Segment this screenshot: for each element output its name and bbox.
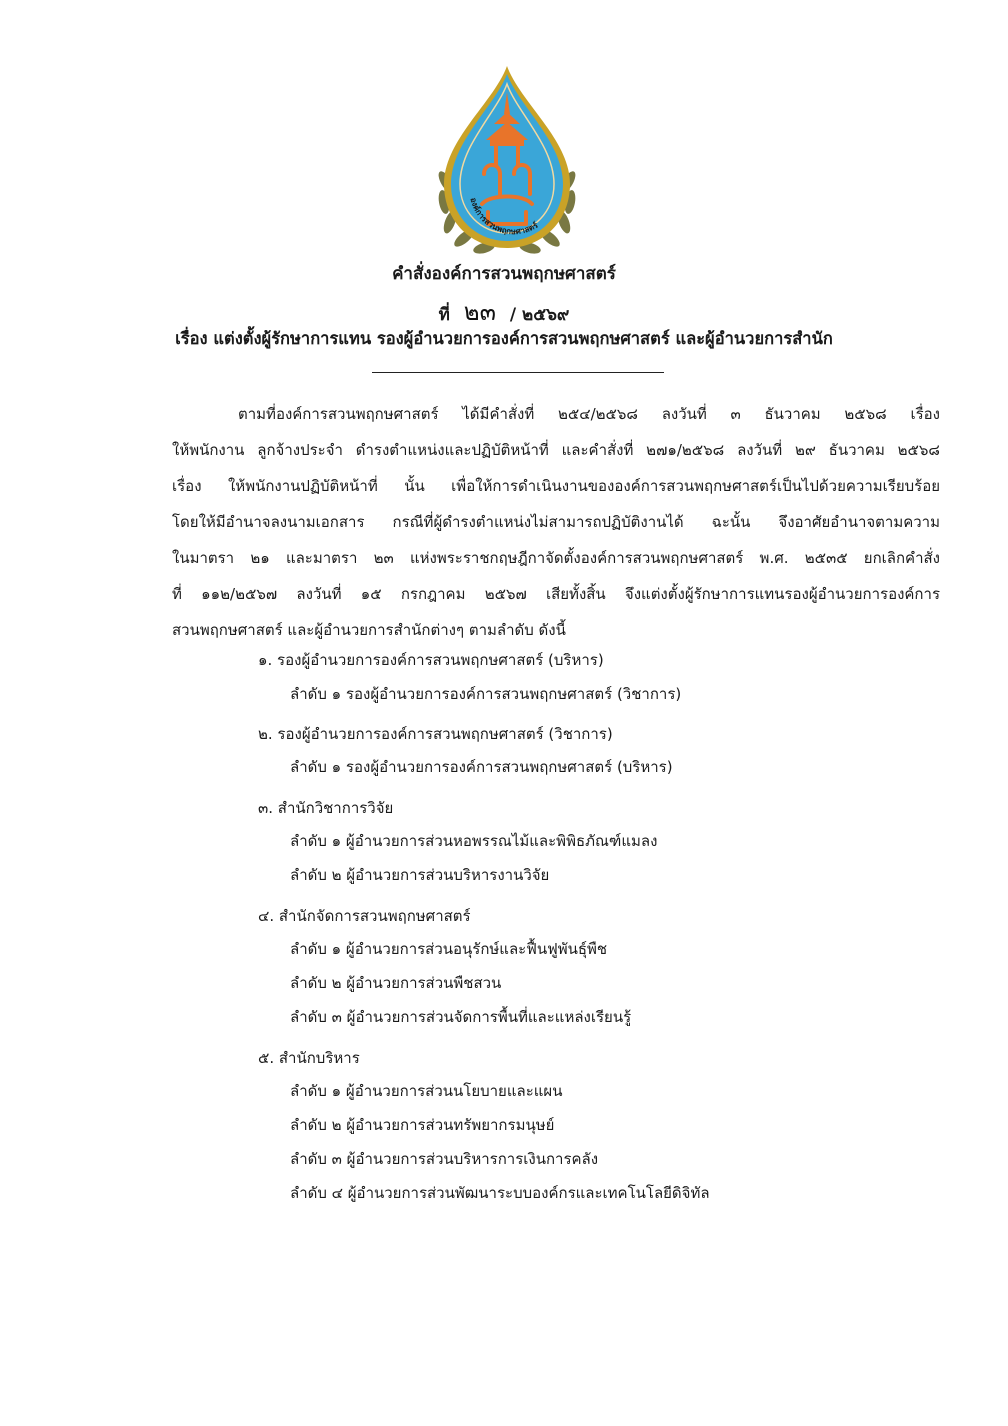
paragraph-line: ที่ ๑๑๒/๒๕๖๗ ลงวันที่ ๑๕ กรกฎาคม ๒๕๖๗ เสียทั้งสิ้น จึงแต่งตั้งผู้รักษาการแทนรองผู้อำนวยการองค์การ: [172, 585, 940, 603]
acting-order-item: ลำดับ ๓ ผู้อำนวยการส่วนจัดการพื้นที่และแหล่งเรียนรู้: [290, 1008, 632, 1026]
acting-order-item: ลำดับ ๑ ผู้อำนวยการส่วนนโยบายและแผน: [290, 1082, 563, 1100]
order-number-handwritten: ๒๓: [463, 298, 496, 326]
organization-emblem-icon: [432, 62, 582, 257]
section-title: ๔. สำนักจัดการสวนพฤกษศาสตร์: [258, 907, 471, 925]
acting-order-item: ลำดับ ๒ ผู้อำนวยการส่วนทรัพยากรมนุษย์: [290, 1116, 555, 1134]
section-title: ๓. สำนักวิชาการวิจัย: [258, 799, 394, 817]
section-title: ๑. รองผู้อำนวยการองค์การสวนพฤกษศาสตร์ (บริหาร): [258, 651, 604, 669]
paragraph-line: ในมาตรา ๒๑ และมาตรา ๒๓ แห่งพระราชกฤษฎีกาจัดตั้งองค์การสวนพฤกษศาสตร์ พ.ศ. ๒๕๓๕ ยกเลิกคำสั่ง: [172, 549, 940, 567]
paragraph-line: ตามที่องค์การสวนพฤกษศาสตร์ ได้มีคำสั่งที่ ๒๕๔/๒๕๖๘ ลงวันที่ ๓ ธันวาคม ๒๕๖๘ เรื่อง: [238, 405, 940, 423]
emblem-ring-text: องค์การสวนพฤกษศาสตร์: [468, 196, 540, 237]
acting-order-item: ลำดับ ๑ รองผู้อำนวยการองค์การสวนพฤกษศาสตร์ (วิชาการ): [290, 685, 682, 703]
paragraph-line: สวนพฤกษศาสตร์ และผู้อำนวยการสำนักต่างๆ ตามลำดับ ดังนี้: [172, 621, 566, 639]
section-title: ๕. สำนักบริหาร: [258, 1049, 360, 1067]
section-title: ๒. รองผู้อำนวยการองค์การสวนพฤกษศาสตร์ (วิชาการ): [258, 725, 613, 743]
acting-order-item: ลำดับ ๒ ผู้อำนวยการส่วนพืชสวน: [290, 974, 502, 992]
paragraph-line: ให้พนักงาน ลูกจ้างประจำ ดำรงตำแหน่งและปฏิบัติหน้าที่ และคำสั่งที่ ๒๗๑/๒๕๖๘ ลงวันที่ ๒๙ ธันวาคม ๒๕๖๘: [172, 441, 940, 459]
order-subject: เรื่อง แต่งตั้งผู้รักษาการแทน รองผู้อำนวยการองค์การสวนพฤกษศาสตร์ และผู้อำนวยการสำนัก: [175, 329, 833, 348]
paragraph-line: โดยให้มีอำนาจลงนามเอกสาร กรณีที่ผู้ดำรงตำแหน่งไม่สามารถปฏิบัติงานได้ ฉะนั้น จึงอาศัยอำนาจตามความ: [172, 513, 940, 531]
order-title: คำสั่งองค์การสวนพฤกษศาสตร์: [392, 264, 616, 284]
order-number-year: / ๒๕๖๙: [509, 305, 570, 325]
acting-order-item: ลำดับ ๓ ผู้อำนวยการส่วนบริหารการเงินการคลัง: [290, 1150, 599, 1168]
paragraph-line: เรื่อง ให้พนักงานปฏิบัติหน้าที่ นั้น เพื่อให้การดำเนินงานขององค์การสวนพฤกษศาสตร์เป็นไปด้วยความเรียบร้อย: [172, 477, 940, 495]
acting-order-item: ลำดับ ๑ ผู้อำนวยการส่วนอนุรักษ์และฟื้นฟูพันธุ์พืช: [290, 940, 608, 958]
acting-order-item: ลำดับ ๑ ผู้อำนวยการส่วนหอพรรณไม้และพิพิธภัณฑ์แมลง: [290, 832, 658, 850]
acting-order-item: ลำดับ ๔ ผู้อำนวยการส่วนพัฒนาระบบองค์กรและเทคโนโลยีดิจิทัล: [290, 1184, 710, 1202]
acting-order-item: ลำดับ ๑ รองผู้อำนวยการองค์การสวนพฤกษศาสตร์ (บริหาร): [290, 758, 673, 776]
acting-order-item: ลำดับ ๒ ผู้อำนวยการส่วนบริหารงานวิจัย: [290, 866, 550, 884]
heading-divider: [372, 372, 664, 373]
order-number-prefix: ที่: [438, 305, 450, 325]
